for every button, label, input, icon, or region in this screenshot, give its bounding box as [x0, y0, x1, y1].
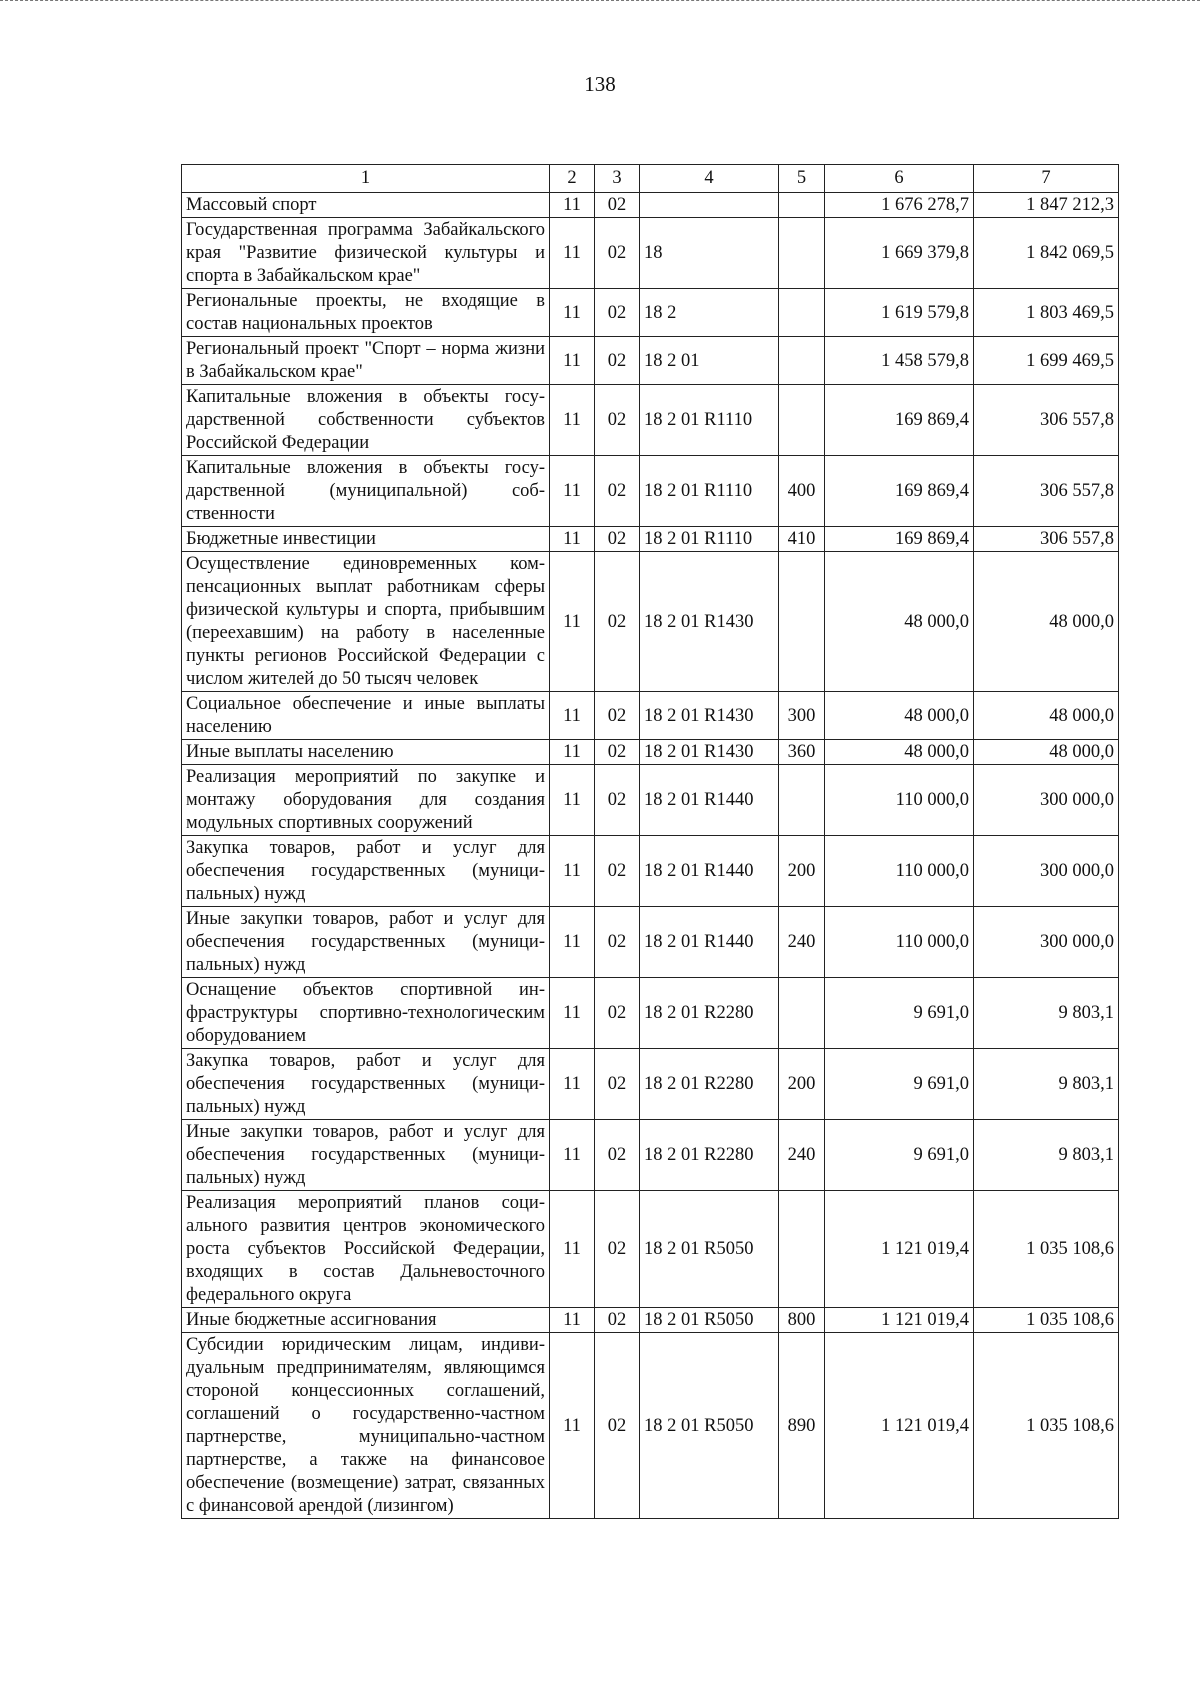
row-subsection: 02: [595, 1120, 640, 1191]
table-row: [182, 692, 1119, 740]
table-row: [182, 385, 1119, 456]
row-section: 11: [550, 1308, 595, 1333]
table-header: [182, 165, 1119, 193]
row-amount-2: 300 000,0: [974, 836, 1119, 907]
table-body: [182, 193, 1119, 1519]
row-section: 11: [550, 218, 595, 289]
table-row: [182, 289, 1119, 337]
header-cell: 3: [595, 165, 640, 193]
row-amount-2: 48 000,0: [974, 740, 1119, 765]
row-expense-type: 200: [779, 1049, 825, 1120]
row-expense-type: [779, 552, 825, 692]
row-expense-type: [779, 978, 825, 1049]
table-row: [182, 907, 1119, 978]
row-section: 11: [550, 740, 595, 765]
row-expense-type: 200: [779, 836, 825, 907]
row-amount-1: 48 000,0: [825, 692, 974, 740]
row-amount-1: 1 458 579,8: [825, 337, 974, 385]
row-name: Капитальные вложения в объекты государственной (муниципальной) собственности: [182, 456, 550, 527]
header-row: [182, 165, 1119, 193]
row-amount-1: 48 000,0: [825, 552, 974, 692]
row-target-code: 18 2: [640, 289, 779, 337]
row-name: Региональный проект "Спорт – норма жизни в Забайкальском крае": [182, 337, 550, 385]
row-expense-type: 400: [779, 456, 825, 527]
row-name: Массовый спорт: [182, 193, 550, 218]
row-amount-1: 9 691,0: [825, 1120, 974, 1191]
row-subsection: 02: [595, 740, 640, 765]
row-subsection: 02: [595, 907, 640, 978]
row-expense-type: 240: [779, 907, 825, 978]
row-subsection: 02: [595, 1333, 640, 1519]
row-target-code: 18 2 01 R2280: [640, 1120, 779, 1191]
row-amount-2: 306 557,8: [974, 385, 1119, 456]
row-amount-1: 169 869,4: [825, 456, 974, 527]
header-cell: 2: [550, 165, 595, 193]
row-expense-type: 360: [779, 740, 825, 765]
header-cell: 1: [182, 165, 550, 193]
row-section: 11: [550, 527, 595, 552]
table-row: [182, 527, 1119, 552]
row-subsection: 02: [595, 289, 640, 337]
header-cell: 4: [640, 165, 779, 193]
table-row: [182, 740, 1119, 765]
budget-table: [181, 164, 1119, 1519]
row-expense-type: 410: [779, 527, 825, 552]
row-section: 11: [550, 385, 595, 456]
table-row: [182, 552, 1119, 692]
row-expense-type: 890: [779, 1333, 825, 1519]
row-target-code: 18 2 01 R1430: [640, 692, 779, 740]
row-amount-1: 9 691,0: [825, 1049, 974, 1120]
row-name: Закупка товаров, работ и услуг для обеспечения государственных (муниципальных) нужд: [182, 836, 550, 907]
table-row: [182, 337, 1119, 385]
row-amount-1: 1 619 579,8: [825, 289, 974, 337]
row-target-code: 18 2 01 R5050: [640, 1308, 779, 1333]
row-amount-2: 1 803 469,5: [974, 289, 1119, 337]
row-amount-1: 1 676 278,7: [825, 193, 974, 218]
row-amount-2: 1 035 108,6: [974, 1333, 1119, 1519]
row-section: 11: [550, 1120, 595, 1191]
header-cell: 6: [825, 165, 974, 193]
header-cell: 5: [779, 165, 825, 193]
row-target-code: 18 2 01 R2280: [640, 1049, 779, 1120]
row-section: 11: [550, 193, 595, 218]
row-amount-2: 9 803,1: [974, 1120, 1119, 1191]
row-expense-type: 240: [779, 1120, 825, 1191]
table-row: [182, 1049, 1119, 1120]
row-amount-1: 110 000,0: [825, 765, 974, 836]
row-section: 11: [550, 1191, 595, 1308]
row-name: Реализация мероприятий по закупке и монтажу оборудования для создания модульных спортивных сооружений: [182, 765, 550, 836]
row-target-code: 18 2 01 R1110: [640, 527, 779, 552]
table-row: [182, 978, 1119, 1049]
row-name: Иные закупки товаров, работ и услуг для обеспечения государственных (муниципальных) нужд: [182, 907, 550, 978]
row-section: 11: [550, 1333, 595, 1519]
row-amount-2: 1 699 469,5: [974, 337, 1119, 385]
row-target-code: 18 2 01: [640, 337, 779, 385]
row-subsection: 02: [595, 765, 640, 836]
row-name: Закупка товаров, работ и услуг для обеспечения государственных (муниципальных) нужд: [182, 1049, 550, 1120]
row-section: 11: [550, 289, 595, 337]
row-name: Субсидии юридическим лицам, индивидуальным предпринимателям, являющимся стороной концессионных соглашений, соглашений о государственно-частном партнерстве, муниципально-частном партнерстве, а также на финансовое обеспечение (возмещение) затрат, связанных с финансовой арендой (лизингом): [182, 1333, 550, 1519]
row-subsection: 02: [595, 337, 640, 385]
row-expense-type: [779, 218, 825, 289]
row-expense-type: 300: [779, 692, 825, 740]
row-target-code: [640, 193, 779, 218]
row-amount-1: 1 121 019,4: [825, 1333, 974, 1519]
table-row: [182, 456, 1119, 527]
row-target-code: 18 2 01 R1430: [640, 740, 779, 765]
table-row: [182, 836, 1119, 907]
row-subsection: 02: [595, 978, 640, 1049]
row-subsection: 02: [595, 527, 640, 552]
row-target-code: 18: [640, 218, 779, 289]
row-amount-2: 300 000,0: [974, 907, 1119, 978]
row-name: Иные бюджетные ассигнования: [182, 1308, 550, 1333]
row-section: 11: [550, 692, 595, 740]
row-subsection: 02: [595, 218, 640, 289]
row-name: Региональные проекты, не входящие в состав национальных проектов: [182, 289, 550, 337]
row-amount-2: 1 035 108,6: [974, 1191, 1119, 1308]
scan-edge: [0, 0, 1200, 3]
row-amount-2: 306 557,8: [974, 527, 1119, 552]
row-amount-2: 306 557,8: [974, 456, 1119, 527]
page-number: 138: [584, 72, 616, 96]
table-row: [182, 1191, 1119, 1308]
row-amount-2: 300 000,0: [974, 765, 1119, 836]
table-row: [182, 1308, 1119, 1333]
row-target-code: 18 2 01 R1440: [640, 907, 779, 978]
row-amount-2: 48 000,0: [974, 552, 1119, 692]
row-name: Осуществление единовременных компенсационных выплат работникам сферы физической культуры и спорта, прибывшим (переехавшим) на работу в населенные пункты регионов Российской Федерации с числом жителей до 50 тысяч человек: [182, 552, 550, 692]
table-row: [182, 1120, 1119, 1191]
row-section: 11: [550, 456, 595, 527]
row-amount-1: 110 000,0: [825, 836, 974, 907]
row-expense-type: [779, 385, 825, 456]
row-name: Оснащение объектов спортивной инфраструктуры спортивно-технологическим оборудованием: [182, 978, 550, 1049]
row-section: 11: [550, 337, 595, 385]
row-expense-type: [779, 337, 825, 385]
row-amount-2: 1 847 212,3: [974, 193, 1119, 218]
row-subsection: 02: [595, 385, 640, 456]
row-amount-2: 9 803,1: [974, 978, 1119, 1049]
row-target-code: 18 2 01 R5050: [640, 1191, 779, 1308]
row-subsection: 02: [595, 1049, 640, 1120]
row-name: Иные выплаты населению: [182, 740, 550, 765]
row-target-code: 18 2 01 R1110: [640, 456, 779, 527]
row-expense-type: 800: [779, 1308, 825, 1333]
row-subsection: 02: [595, 456, 640, 527]
row-amount-1: 1 669 379,8: [825, 218, 974, 289]
row-name: Государственная программа Забайкальского края "Развитие физической культуры и спорта в Забайкальском крае": [182, 218, 550, 289]
row-amount-2: 9 803,1: [974, 1049, 1119, 1120]
row-subsection: 02: [595, 1308, 640, 1333]
row-subsection: 02: [595, 193, 640, 218]
table-row: [182, 1333, 1119, 1519]
row-amount-2: 1 035 108,6: [974, 1308, 1119, 1333]
row-name: Иные закупки товаров, работ и услуг для обеспечения государственных (муниципальных) нужд: [182, 1120, 550, 1191]
row-subsection: 02: [595, 836, 640, 907]
row-name: Капитальные вложения в объекты государственной собственности субъектов Российской Федерации: [182, 385, 550, 456]
row-subsection: 02: [595, 552, 640, 692]
row-name: Бюджетные инвестиции: [182, 527, 550, 552]
row-target-code: 18 2 01 R1440: [640, 836, 779, 907]
row-name: Реализация мероприятий планов социального развития центров экономического роста субъектов Российской Федерации, входящих в состав Дальневосточного федерального округа: [182, 1191, 550, 1308]
row-expense-type: [779, 289, 825, 337]
row-subsection: 02: [595, 1191, 640, 1308]
row-expense-type: [779, 1191, 825, 1308]
row-amount-1: 1 121 019,4: [825, 1191, 974, 1308]
row-section: 11: [550, 836, 595, 907]
row-target-code: 18 2 01 R1440: [640, 765, 779, 836]
row-section: 11: [550, 978, 595, 1049]
row-amount-1: 9 691,0: [825, 978, 974, 1049]
row-amount-2: 48 000,0: [974, 692, 1119, 740]
row-section: 11: [550, 765, 595, 836]
header-cell: 7: [974, 165, 1119, 193]
row-amount-1: 1 121 019,4: [825, 1308, 974, 1333]
row-amount-1: 110 000,0: [825, 907, 974, 978]
row-amount-2: 1 842 069,5: [974, 218, 1119, 289]
row-amount-1: 169 869,4: [825, 385, 974, 456]
row-amount-1: 169 869,4: [825, 527, 974, 552]
row-expense-type: [779, 765, 825, 836]
row-expense-type: [779, 193, 825, 218]
table-row: [182, 193, 1119, 218]
row-target-code: 18 2 01 R2280: [640, 978, 779, 1049]
row-amount-1: 48 000,0: [825, 740, 974, 765]
table-row: [182, 218, 1119, 289]
row-subsection: 02: [595, 692, 640, 740]
row-section: 11: [550, 907, 595, 978]
row-section: 11: [550, 552, 595, 692]
table-row: [182, 765, 1119, 836]
row-section: 11: [550, 1049, 595, 1120]
row-name: Социальное обеспечение и иные выплаты населению: [182, 692, 550, 740]
row-target-code: 18 2 01 R5050: [640, 1333, 779, 1519]
row-target-code: 18 2 01 R1110: [640, 385, 779, 456]
row-target-code: 18 2 01 R1430: [640, 552, 779, 692]
